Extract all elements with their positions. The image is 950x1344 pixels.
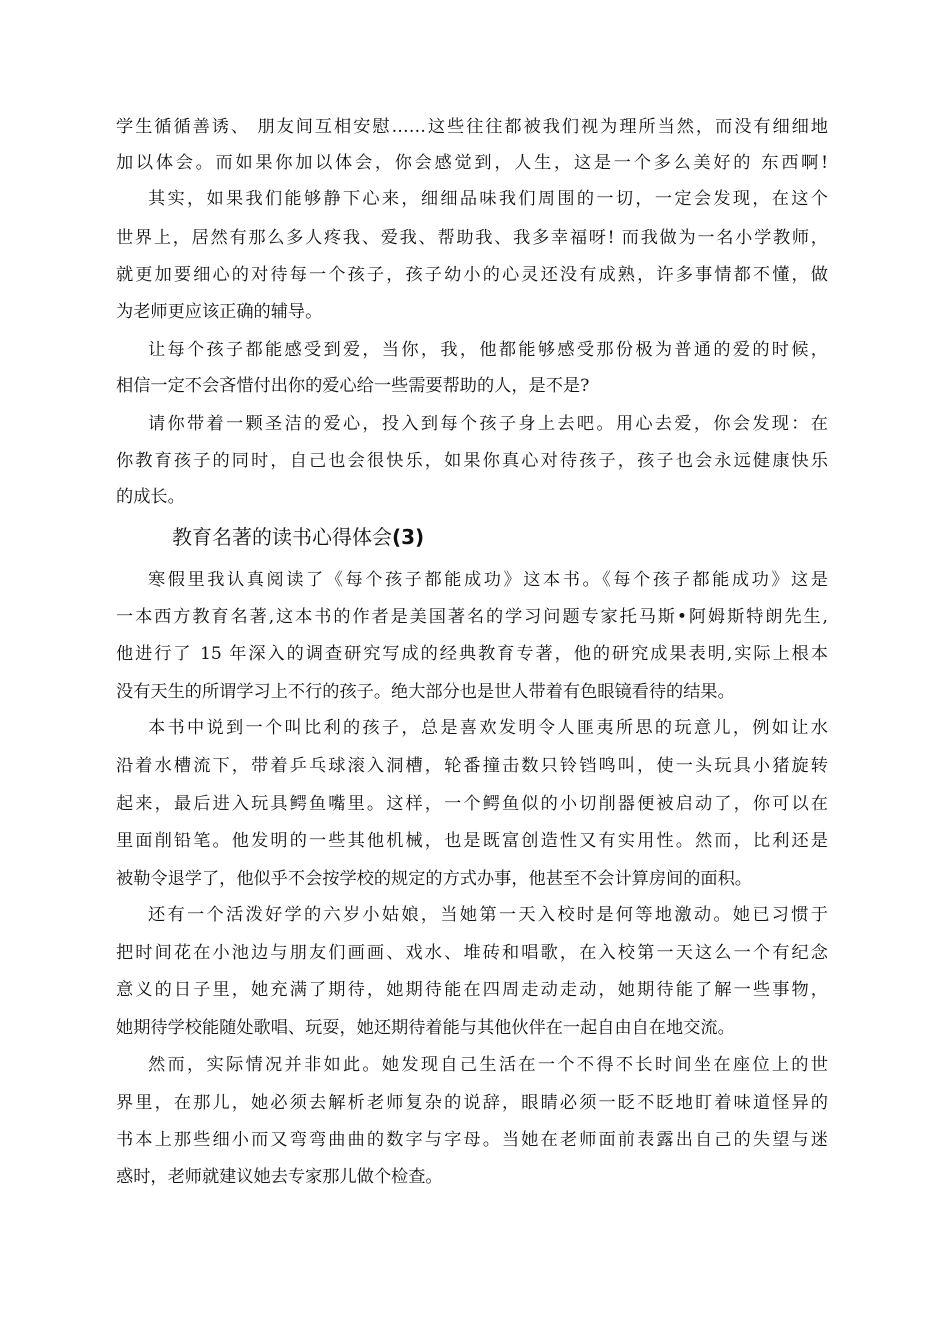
text-line: 本书中说到一个叫比利的孩子，总是喜欢发明令人匪夷所思的玩意儿，例如让水 bbox=[148, 718, 828, 738]
text-line: 惑时，老师就建议她去专家那儿做个检查。 bbox=[116, 1167, 443, 1187]
section-heading-text: 教育名著的读书心得体会 bbox=[172, 525, 392, 549]
text-line: 请你带着一颗圣洁的爱心，投入到每个孩子身上去吧。用心去爱，你会发现：在 bbox=[148, 414, 828, 434]
text-line: 其实，如果我们能够静下心来，细细品味我们周围的一切，一定会发现，在这个 bbox=[148, 189, 828, 209]
text-line: 加以体会。而如果你加以体会，你会感觉到，人生，这是一个多么美好的 东西啊! bbox=[116, 153, 828, 173]
text-line: 她期待学校能随处歌唱、玩耍，她还期待着能与其他伙伴在一起自由自在地交流。 bbox=[116, 1018, 735, 1038]
text-line: 书本上那些细小而又弯弯曲曲的数字与字母。当她在老师面前表露出自己的失望与迷 bbox=[116, 1130, 828, 1150]
text-line: 相信一定不会吝惜付出你的爱心给一些需要帮助的人，是不是? bbox=[116, 376, 590, 396]
text-line: 里面削铅笔。他发明的一些其他机械，也是既富创造性又有实用性。然而，比利还是 bbox=[116, 831, 828, 851]
text-line: 沿着水槽流下，带着乒乓球滚入洞槽，轮番撞击数只铃铛鸣叫，使一头玩具小猪旋转 bbox=[116, 756, 828, 776]
text-line: 世界上，居然有那么多人疼我、爱我、帮助我、我多幸福呀! 而我做为一名小学教师， bbox=[116, 228, 828, 248]
text-line: 没有天生的所谓学习上不行的孩子。绝大部分也是世人带着有色眼镜看待的结果。 bbox=[116, 682, 735, 702]
text-line: 寒假里我认真阅读了《每个孩子都能成功》这本书。《每个孩子都能成功》这是 bbox=[148, 570, 828, 590]
text-line: 你教育孩子的同时，自己也会很快乐，如果你真心对待孩子，孩子也会永远健康快乐 bbox=[116, 451, 828, 471]
text-line: 然而，实际情况并非如此。她发现自己生活在一个不得不长时间坐在座位上的世 bbox=[148, 1055, 828, 1075]
text-line: 学生循循善诱、 朋友间互相安慰……这些往往都被我们视为理所当然，而没有细细地 bbox=[116, 117, 828, 137]
text-line: 意义的日子里，她充满了期待，她期待能在四周走动走动，她期待能了解一些事物， bbox=[116, 980, 828, 1000]
text-line: 的成长。 bbox=[116, 487, 185, 507]
text-line: 把时间花在小池边与朋友们画画、戏水、堆砖和唱歌，在入校第一天这么一个有纪念 bbox=[116, 943, 828, 963]
text-line: 界里，在那儿，她必须去解析老师复杂的说辞，眼睛必须一眨不眨地盯着味道怪异的 bbox=[116, 1093, 828, 1113]
text-line: 一本西方教育名著,这本书的作者是美国著名的学习问题专家托马斯•阿姆斯特朗先生, bbox=[116, 607, 828, 627]
text-line: 就更加要细心的对待每一个孩子，孩子幼小的心灵还没有成熟，许多事情都不懂，做 bbox=[116, 265, 828, 285]
text-line: 起来，最后进入玩具鳄鱼嘴里。这样，一个鳄鱼似的小切削器便被启动了，你可以在 bbox=[116, 794, 828, 814]
text-line: 还有一个活泼好学的六岁小姑娘，当她第一天入校时是何等地激动。她已习惯于 bbox=[148, 905, 828, 925]
text-line: 他进行了 15 年深入的调查研究写成的经典教育专著，他的研究成果表明,实际上根本 bbox=[116, 644, 828, 664]
section-heading-number: (3) bbox=[392, 525, 425, 549]
section-heading bbox=[172, 524, 424, 550]
text-line: 被勒令退学了，他似乎不会按学校的规定的方式办事，他甚至不会计算房间的面积。 bbox=[116, 869, 752, 889]
text-line: 让每个孩子都能感受到爱，当你，我，他都能够感受那份极为普通的爱的时候， bbox=[148, 340, 828, 360]
text-line: 为老师更应该正确的辅导。 bbox=[116, 302, 323, 322]
